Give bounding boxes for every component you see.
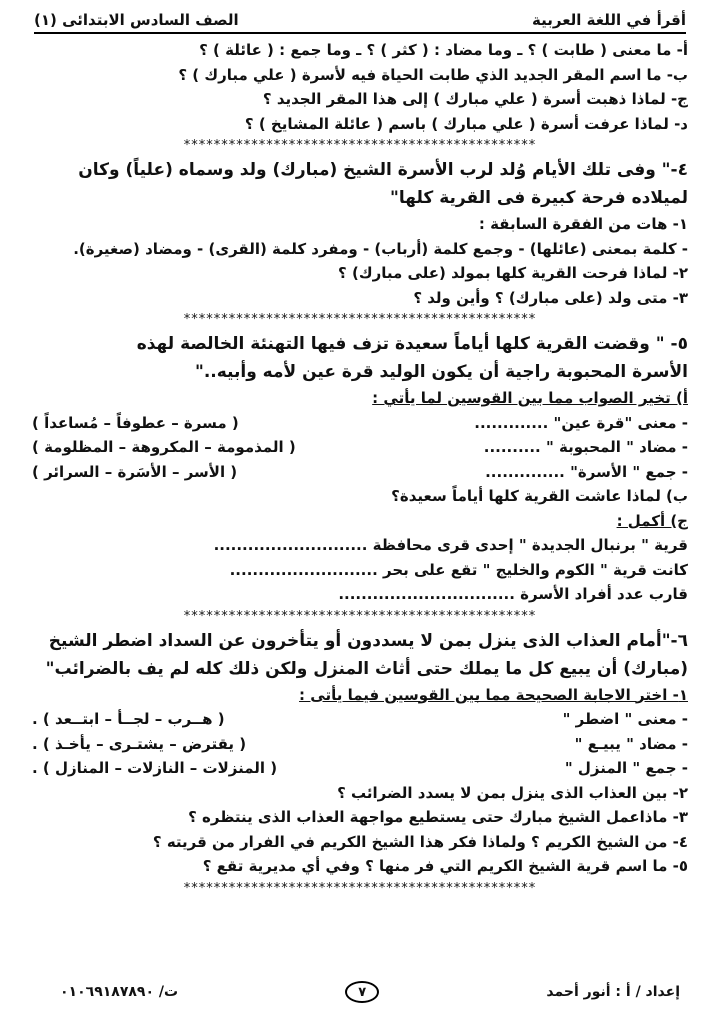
choice-options: ( يقترض – يشتـرى – يأخـذ ) . (32, 734, 247, 753)
question-line: أ) تخير الصواب مما بين القوسين لما يأتي : (372, 389, 688, 407)
choice-row (32, 435, 688, 460)
divider-stars: *********************************************** (183, 312, 537, 327)
question-line: ج- لماذا ذهبت أسرة ( علي مبارك ) إلى هذا المقر الجديد ؟ (262, 90, 688, 108)
choice-question: - مضاد " المحبوبة " .......... (483, 438, 688, 456)
choice-options: ( مسرة – عطوفاً – مُساعداً ) (32, 413, 239, 432)
header-subject: أقرأ في اللغة العربية (532, 11, 686, 29)
page-footer (60, 978, 680, 1006)
footer-phone: ت/ ٠١٠٦٩١٨٧٨٩٠ (60, 984, 179, 1000)
page-number: ٧ (345, 981, 379, 1003)
choice-options: ( الأسر – الأسَرة – السرائر ) (32, 462, 238, 481)
passage-line: (مبارك) أن يبيع كل ما يملك حتى أثاث المنزل ولكن ذلك كله لم يف بالضرائب" (45, 658, 688, 679)
question-line: د- لماذا عرفت أسرة ( علي مبارك ) باسم ( عائلة المشايخ ) ؟ (244, 114, 688, 133)
worksheet-content (32, 38, 688, 899)
choice-row (32, 707, 688, 732)
choice-options: ( هــرب – لجــأ – ابتــعد ) . (32, 710, 225, 728)
question-line: ٢- بين العذاب الذى ينزل بمن لا يسدد الضرائب ؟ (337, 783, 688, 802)
passage-line: ٦-"أمام العذاب الذى ينزل بمن لا يسددون أو يتأخرون عن السداد اضطر الشيخ (48, 630, 688, 651)
complete-line: قرية " برنبال الجديدة " إحدى قرى محافظة ........................... (213, 536, 688, 554)
question-line: ٢- لماذا فرحت القرية كلها بمولد (على مبارك) ؟ (338, 264, 688, 282)
question-line: أ- ما معنى ( طابت ) ؟ ـ وما مضاد : ( كثر ) ؟ ـ وما جمع : ( عائلة ) ؟ (199, 41, 688, 59)
passage-line: ٤-" وفى تلك الأيام وُلد لرب الأسرة الشيخ (مبارك) ولد وسماه (علياً) وكان (78, 160, 688, 180)
divider-stars: *********************************************** (183, 880, 537, 896)
choice-question: - معنى "قرة عين" ............. (474, 413, 688, 432)
choice-question: - جمع " الأسرة" .............. (485, 462, 688, 481)
footer-author: إعداد / أ : أنور أحمد (546, 984, 680, 1000)
choice-row (32, 732, 688, 757)
question-line: ب- ما اسم المقر الجديد الذي طابت الحياة فيه لأسرة ( علي مبارك ) ؟ (178, 65, 688, 84)
choice-options: ( المذمومة – المكروهة – المظلومة ) (32, 438, 296, 456)
question-line: ٣- متى ولد (على مبارك) ؟ وأين ولد ؟ (413, 288, 688, 307)
page-header (34, 6, 686, 34)
question-line: ١- هات من الفقرة السابقة : (478, 215, 688, 233)
question-line: ٣- ماذاعمل الشيخ مبارك حتى يستطيع مواجهة العذاب الذى ينتظره ؟ (188, 808, 688, 826)
choice-row (32, 411, 688, 436)
question-line: ب) لماذا عاشت القرية كلها أياماً سعيدة؟ (391, 487, 688, 505)
question-line: ١- اختر الاجابة الصحيحة مما بين القوسين فيما يأتى : (299, 685, 688, 704)
passage-line: لميلاده فرحة كبيرة فى القرية كلها" (390, 188, 688, 208)
question-line: ٥- ما اسم قرية الشيخ الكريم التي فر منها ؟ وفي أي مديرية تقع ؟ (202, 857, 688, 875)
question-line: ٤- من الشيخ الكريم ؟ ولماذا فكر هذا الشيخ الكريم في الفرار من قريته ؟ (152, 832, 688, 851)
divider-stars: *********************************************** (183, 138, 537, 153)
passage-line: الأسرة المحبوبة راجية أن يكون الوليد قرة عين لأمه وأبيه.." (194, 362, 688, 382)
divider-stars: *********************************************** (183, 608, 537, 624)
passage-line: ٥- " وقضت القرية كلها أياماً سعيدة تزف فيها التهنئة الخالصة لهذه (136, 334, 688, 354)
choice-row (32, 460, 688, 485)
choice-question: - معنى " اضطر " (562, 710, 688, 728)
complete-line: قارب عدد أفراد الأسرة ............................... (338, 585, 688, 603)
complete-line: كانت قرية " الكوم والخليج " تقع على بحر .......................... (229, 560, 688, 579)
question-line: - كلمة بمعنى (عائلها) - وجمع كلمة (أرباب) - ومفرد كلمة (القرى) - ومضاد (صغيرة). (73, 239, 688, 258)
choice-row (32, 756, 688, 781)
choice-question: - جمع " المنزل " (564, 759, 688, 777)
question-line: ج) أكمل : (616, 511, 688, 530)
header-grade: الصف السادس الابتدائى (١) (34, 11, 239, 29)
choice-question: - مضاد " يبيـع " (574, 734, 688, 753)
choice-options: ( المنزلات – النازلات – المنازل ) . (32, 759, 278, 777)
